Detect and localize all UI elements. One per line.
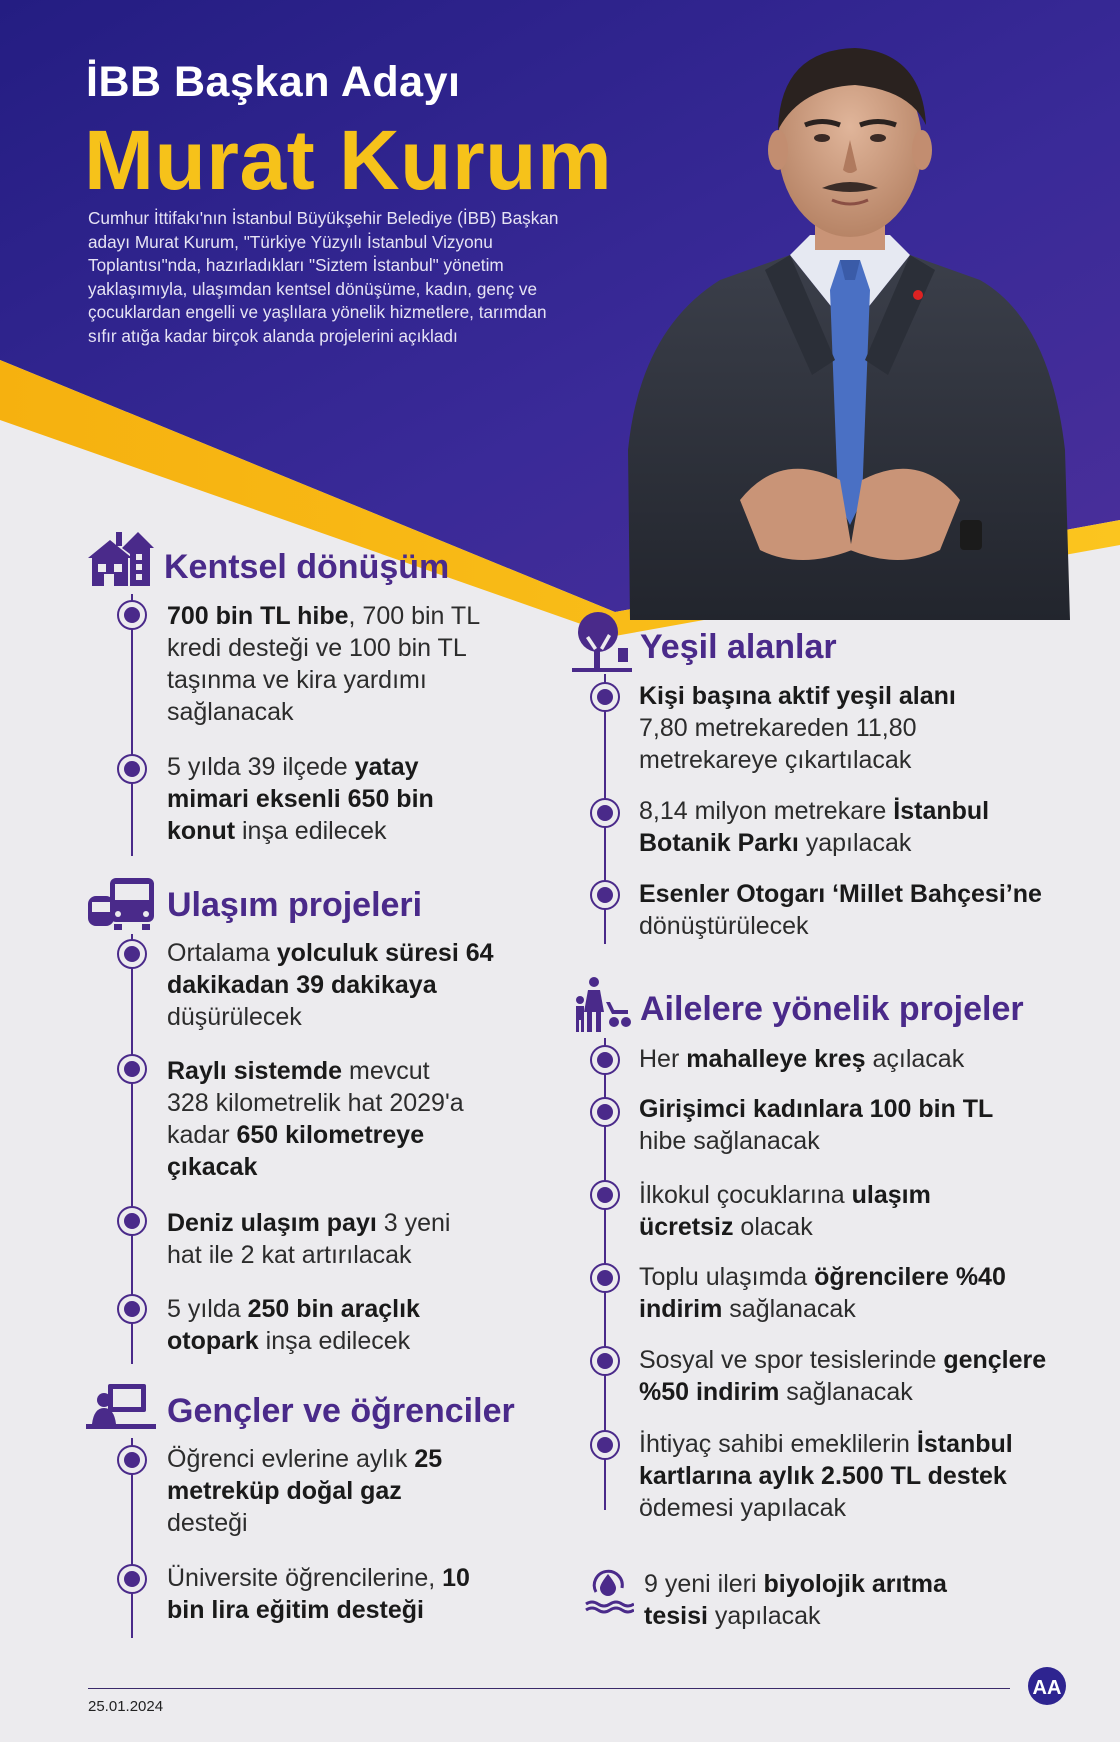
list-item xyxy=(639,680,969,776)
text: inşa edilecek xyxy=(235,817,387,845)
section-title: Ailelere yönelik projeler xyxy=(640,990,1024,1028)
section-kentsel-donusum xyxy=(86,528,546,858)
bold-text: yatay mimari eksenli 650 bin konut xyxy=(167,753,434,845)
text: 8,14 milyon metrekare xyxy=(639,797,894,825)
bold-text: Raylı sistemde xyxy=(167,1057,343,1085)
text: yapılacak xyxy=(707,1602,821,1630)
text: Sosyal ve spor tesislerinde xyxy=(639,1346,944,1374)
bold-text: İstanbul Botanik Parkı xyxy=(639,797,990,857)
house-icon xyxy=(86,528,154,590)
section-title: Kentsel dönüşüm xyxy=(164,548,450,586)
text: hibe sağlanacak xyxy=(639,1127,820,1155)
bold-text: biyolojik arıtma tesisi xyxy=(644,1570,947,1630)
bullet-dot xyxy=(117,1054,147,1084)
aa-logo-icon xyxy=(1025,1666,1069,1706)
bold-text: yolculuk süresi 64 dakikadan 39 dakikaya xyxy=(167,939,494,999)
family-icon xyxy=(572,976,632,1034)
bold-text: Deniz ulaşım payı xyxy=(167,1209,377,1237)
bullet-dot xyxy=(590,682,620,712)
bold-text: 250 bin araçlık otopark xyxy=(167,1295,420,1355)
list-item xyxy=(639,1261,1039,1325)
list-item xyxy=(167,1207,467,1271)
text: Toplu ulaşımda xyxy=(639,1263,815,1291)
list-item xyxy=(167,1443,467,1539)
bold-text: 10 bin lira eğitim desteği xyxy=(167,1564,470,1624)
text: 9 yeni ileri xyxy=(644,1570,764,1598)
list-item xyxy=(639,1093,1019,1157)
bold-text: mahalleye kreş xyxy=(686,1045,866,1073)
text: mevcut 328 kilometrelik hat 2029'a kadar xyxy=(167,1057,464,1149)
list-item xyxy=(167,1055,467,1183)
publish-date: 25.01.2024 xyxy=(88,1698,164,1715)
text: inşa edilecek xyxy=(258,1327,411,1355)
bold-text: Esenler Otogarı ‘Millet Bahçesi’ne xyxy=(639,880,1042,908)
bullet-dot xyxy=(117,1206,147,1236)
water-treatment-icon xyxy=(582,1564,634,1614)
bold-text: 650 kilometreye çıkacak xyxy=(167,1121,425,1181)
text: Ortalama xyxy=(167,939,277,967)
text: İhtiyaç sahibi emeklilerin xyxy=(639,1430,917,1458)
text: sağlanacak xyxy=(722,1295,856,1323)
text: 7,80 metrekareden 11,80 metrekareye çıkartılacak xyxy=(639,714,917,774)
list-item xyxy=(644,1568,984,1632)
text: Her xyxy=(639,1045,687,1073)
bullet-dot xyxy=(117,1445,147,1475)
text: Öğrenci evlerine aylık xyxy=(167,1445,415,1473)
text: olacak xyxy=(733,1213,813,1241)
bullet-dot xyxy=(590,1263,620,1293)
text: düşürülecek xyxy=(167,1003,302,1031)
bullet-dot xyxy=(117,754,147,784)
footer-divider xyxy=(88,1688,1010,1689)
list-item xyxy=(167,937,507,1033)
bullet-dot xyxy=(590,1346,620,1376)
bullet-dot xyxy=(590,1180,620,1210)
section-ailelere-yonelik xyxy=(572,976,1062,1536)
student-desk-icon xyxy=(86,1382,156,1432)
text: desteği xyxy=(167,1509,248,1537)
bullet-dot xyxy=(117,600,147,630)
section-title: Ulaşım projeleri xyxy=(167,886,423,924)
section-aritma xyxy=(582,1564,1042,1634)
bold-text: Kişi başına aktif yeşil alanı xyxy=(639,682,956,710)
bullet-dot xyxy=(590,1097,620,1127)
bullet-dot xyxy=(590,880,620,910)
text: sağlanacak xyxy=(779,1378,913,1406)
text: 5 yılda xyxy=(167,1295,248,1323)
list-item xyxy=(167,1562,507,1626)
list-item xyxy=(639,1043,1049,1075)
svg-text:AA: AA xyxy=(1032,1677,1062,1699)
bold-text: Girişimci kadınlara 100 bin TL xyxy=(639,1095,994,1123)
text: 5 yılda 39 ilçede xyxy=(167,753,355,781)
list-item xyxy=(639,878,1049,942)
bullet-dot xyxy=(117,1294,147,1324)
bullet-dot xyxy=(117,939,147,969)
list-item xyxy=(639,1179,969,1243)
tree-icon xyxy=(572,610,632,674)
bold-text: ulaşım ücretsiz xyxy=(639,1181,931,1241)
bold-text: 700 bin TL hibe xyxy=(167,602,349,630)
bullet-dot xyxy=(590,1045,620,1075)
list-item xyxy=(167,1293,467,1357)
timeline-line xyxy=(131,594,133,856)
text: , 700 bin TL kredi desteği ve 100 bin TL taşınma ve kira yardımı sağlanacak xyxy=(167,602,480,726)
intro-paragraph: Cumhur İttifakı'nın İstanbul Büyükşehir Belediye (İBB) Başkan adayı Murat Kurum, "Türkiye Yüzyılı İstanbul Vizyonu Toplantısı"nda, hazırladıkları "Siztem İstanbul" yönetim yaklaşımıyla, ulaşımdan kentsel dönüşüme, kadın, genç ve çocuklardan engelli ve yaşlılara yönelik hizmetlere, tarımdan sıfır atığa kadar birçok alanda projelerini açıkladı xyxy=(88,208,559,346)
text: yapılacak xyxy=(798,829,912,857)
text: ödemesi yapılacak xyxy=(639,1494,847,1522)
bold-text: öğrencilere %40 indirim xyxy=(639,1263,1006,1323)
list-item xyxy=(639,1344,1059,1408)
section-gencler-ogrenciler xyxy=(86,1382,546,1642)
section-title: Gençler ve öğrenciler xyxy=(167,1392,515,1430)
bold-text: 25 metreküp doğal gaz xyxy=(167,1445,443,1505)
bus-train-icon xyxy=(86,876,156,932)
section-yesil-alanlar xyxy=(572,610,1052,950)
section-ulasim-projeleri xyxy=(86,876,546,1366)
bullet-dot xyxy=(590,1430,620,1460)
text: dönüştürülecek xyxy=(639,912,809,940)
list-item xyxy=(167,600,517,728)
text: Üniversite öğrencilerine, xyxy=(167,1564,443,1592)
list-item xyxy=(639,1428,1049,1524)
list-item xyxy=(639,795,1039,859)
page-title: Murat Kurum xyxy=(84,113,613,207)
bold-text: İstanbul kartlarına aylık 2.500 TL destek xyxy=(639,1430,1013,1490)
candidate-portrait xyxy=(600,30,1100,620)
bullet-dot xyxy=(117,1564,147,1594)
text: İlkokul çocuklarına xyxy=(639,1181,852,1209)
text: açılacak xyxy=(865,1045,965,1073)
bullet-dot xyxy=(590,798,620,828)
text: 3 yeni hat ile 2 kat artırılacak xyxy=(167,1209,451,1269)
section-title: Yeşil alanlar xyxy=(640,628,837,666)
bold-text: gençlere %50 indirim xyxy=(639,1346,1047,1406)
list-item xyxy=(167,751,467,847)
pre-title: İBB Başkan Adayı xyxy=(86,58,461,106)
